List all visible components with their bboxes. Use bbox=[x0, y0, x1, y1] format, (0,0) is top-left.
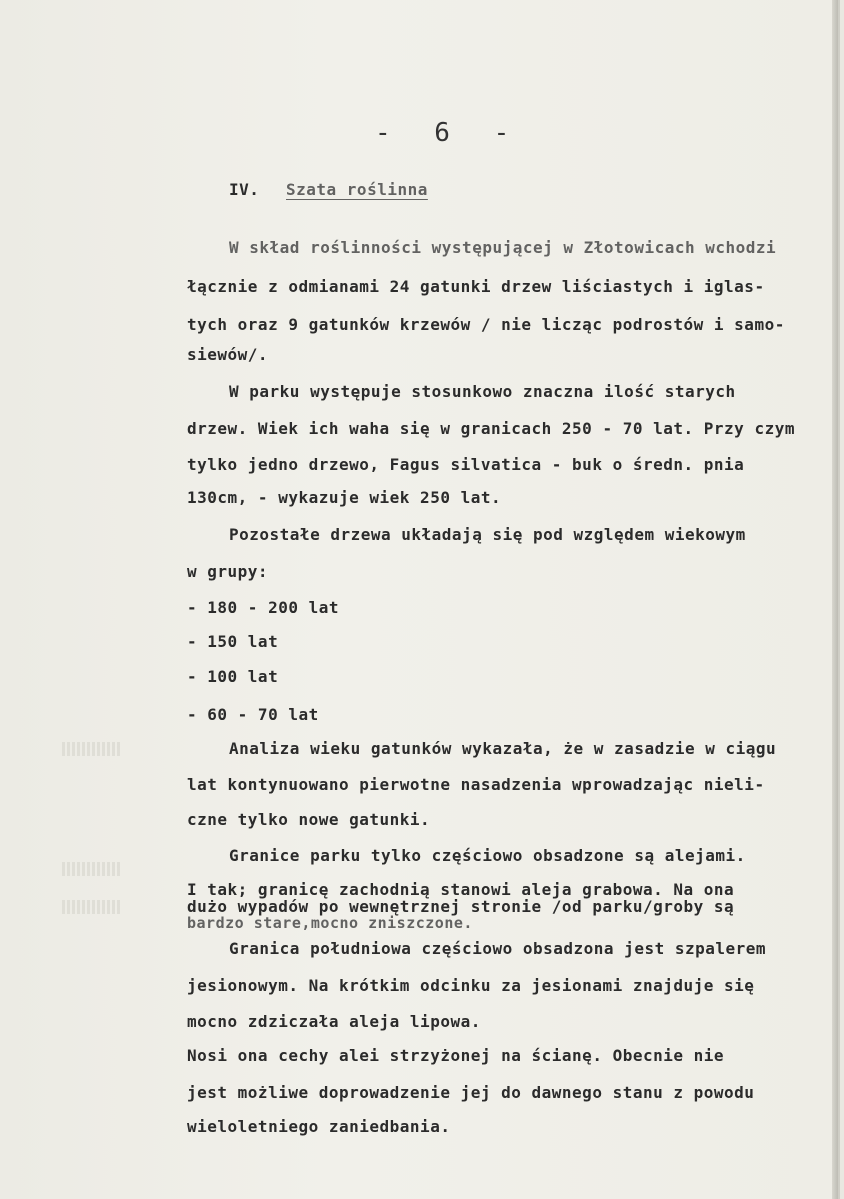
text-line: drzew. Wiek ich waha się w granicach 250 - 70 lat. Przy czym bbox=[187, 419, 795, 438]
text-line: W skład roślinności występującej w Złotowicach wchodzi bbox=[229, 238, 777, 257]
text-line: lat kontynuowano pierwotne nasadzenia wprowadzając nieli- bbox=[187, 775, 765, 794]
bleed-through-mark bbox=[62, 862, 122, 876]
text-line: bardzo stare,mocno zniszczone. bbox=[187, 914, 473, 932]
text-line: Granica południowa częściowo obsadzona jest szpalerem bbox=[229, 939, 767, 958]
text-line: tych oraz 9 gatunków krzewów / nie licząc podrostów i samo- bbox=[187, 315, 785, 334]
page-edge-shadow bbox=[832, 0, 838, 1199]
text-line: wieloletniego zaniedbania. bbox=[187, 1117, 451, 1136]
text-line: w grupy: bbox=[187, 562, 269, 581]
page-number: - 6 - bbox=[375, 118, 524, 148]
text-line: mocno zdziczała aleja lipowa. bbox=[187, 1012, 481, 1031]
text-line: I tak; granicę zachodnią stanowi aleja grabowa. Na ona bbox=[187, 880, 735, 899]
text-line: łącznie z odmianami 24 gatunki drzew liściastych i iglas- bbox=[187, 277, 765, 296]
list-item: - 150 lat bbox=[187, 632, 279, 651]
text-line: Granice parku tylko częściowo obsadzone są alejami. bbox=[229, 846, 746, 865]
section-title: Szata roślinna bbox=[286, 180, 428, 199]
text-line: siewów/. bbox=[187, 345, 269, 364]
list-item: - 100 lat bbox=[187, 667, 279, 686]
bleed-through-mark bbox=[62, 900, 122, 914]
text-line: dużo wypadów po wewnętrznej stronie /od parku/groby są bbox=[187, 897, 735, 916]
bleed-through-mark bbox=[62, 742, 122, 756]
text-line: jesionowym. Na krótkim odcinku za jesionami znajduje się bbox=[187, 976, 755, 995]
text-line: czne tylko nowe gatunki. bbox=[187, 810, 431, 829]
text-line: 130cm, - wykazuje wiek 250 lat. bbox=[187, 488, 502, 507]
text-line: Analiza wieku gatunków wykazała, że w zasadzie w ciągu bbox=[229, 739, 777, 758]
text-line: jest możliwe doprowadzenie jej do dawnego stanu z powodu bbox=[187, 1083, 755, 1102]
text-line: Pozostałe drzewa układają się pod względem wiekowym bbox=[229, 525, 746, 544]
list-item: - 60 - 70 lat bbox=[187, 705, 319, 724]
text-line: W parku występuje stosunkowo znaczna ilość starych bbox=[229, 382, 736, 401]
section-number: IV. bbox=[229, 180, 260, 199]
text-line: tylko jedno drzewo, Fagus silvatica - buk o średn. pnia bbox=[187, 455, 745, 474]
list-item: - 180 - 200 lat bbox=[187, 598, 339, 617]
text-line: Nosi ona cechy alei strzyżonej na ścianę. Obecnie nie bbox=[187, 1046, 725, 1065]
